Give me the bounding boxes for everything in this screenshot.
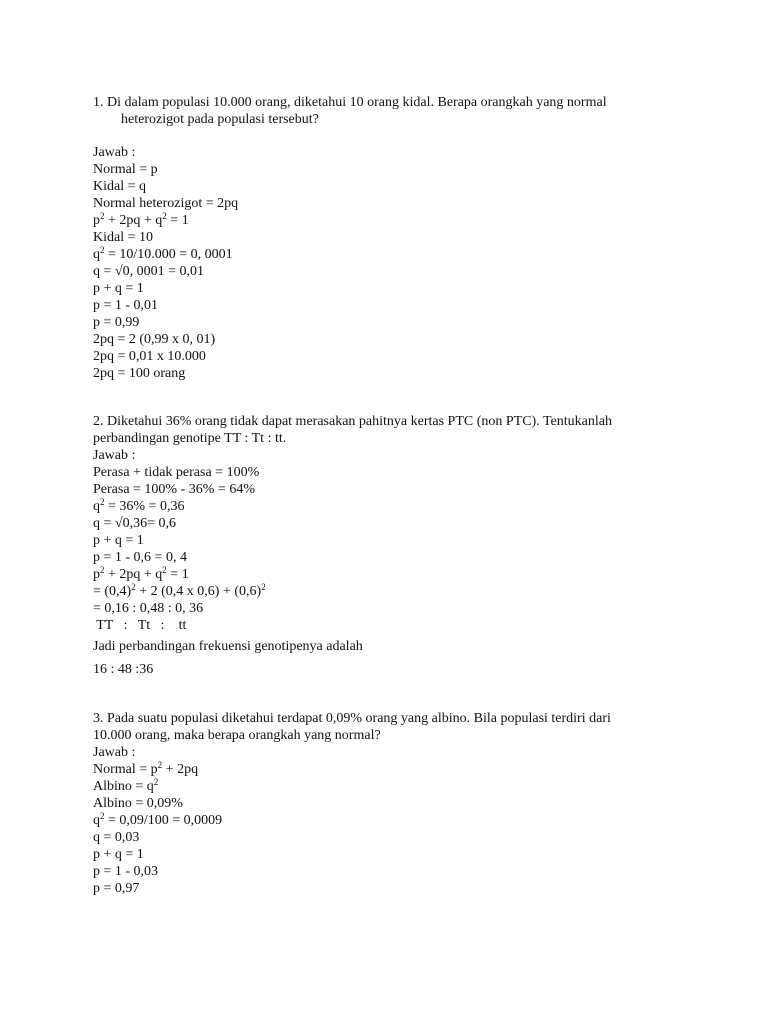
q1-line-normal-heterozigot: Normal heterozigot = 2pq bbox=[93, 196, 239, 211]
q1-answer-label: Jawab : bbox=[93, 145, 136, 160]
q2-line-5: p + q = 1 bbox=[93, 533, 144, 548]
q1-question-line-2: heterozigot pada populasi tersebut? bbox=[121, 112, 319, 127]
q2-result: 16 : 48 :36 bbox=[93, 662, 154, 677]
q2-line-8: = $(0,4)^2 + 2$ (0,4 x $0,6) + (0,6)^2$ bbox=[93, 582, 266, 599]
q1-line-hardy-weinberg: $p^2 + 2pq + q^2 = 1$ bbox=[93, 211, 189, 228]
q1-line-p-value: p = 0,99 bbox=[93, 315, 140, 330]
q3-line-5: q = 0,03 bbox=[93, 830, 140, 845]
q2-line-4: q = √0,36= 0,6 bbox=[93, 516, 176, 531]
q1-question-line-1: 1. Di dalam populasi 10.000 orang, diketahui 10 orang kidal. Berapa orangkah yang normal bbox=[93, 95, 607, 110]
q1-line-p-plus-q: p + q = 1 bbox=[93, 281, 144, 296]
q3-line-2: Albino = $q^2$ bbox=[93, 777, 159, 794]
q2-line-9: = 0,16 : 0,48 : 0, 36 bbox=[93, 601, 204, 616]
q2-line-1: Perasa + tidak perasa = 100% bbox=[93, 465, 260, 480]
q1-line-normal: Normal = p bbox=[93, 162, 158, 177]
q2-line-3: $q^2 = 36\% = 0,36$ bbox=[93, 497, 185, 514]
q1-line-kidal-10: Kidal = 10 bbox=[93, 230, 153, 245]
q3-line-4: $q^2 = 0,09/100 = 0,0009$ bbox=[93, 811, 223, 828]
q3-line-7: p = 1 - 0,03 bbox=[93, 864, 159, 879]
q3-question-line-1: 3. Pada suatu populasi diketahui terdapat 0,09% orang yang albino. Bila populasi terdiri dari bbox=[93, 711, 611, 726]
q2-line-2: Perasa = 100% - 36% = 64% bbox=[93, 482, 255, 497]
q2-answer-label: Jawab : bbox=[93, 448, 136, 463]
q3-line-8: p = 0,97 bbox=[93, 881, 140, 896]
q1-line-2pq-result: 2pq = 100 orang bbox=[93, 366, 186, 381]
q1-line-q-squared: $q^2 = 10/10.000 = 0$, 0001 bbox=[93, 245, 233, 262]
q2-conclusion: Jadi perbandingan frekuensi genotipenya adalah bbox=[93, 639, 363, 654]
q2-line-6: p = 1 - 0,6 = 0, 4 bbox=[93, 550, 187, 565]
q2-question-line-2: perbandingan genotipe TT : Tt : tt. bbox=[93, 431, 287, 446]
q3-line-6: p + q = 1 bbox=[93, 847, 144, 862]
q3-question-line-2: 10.000 orang, maka berapa orangkah yang normal? bbox=[93, 728, 381, 743]
q2-question-line-1: 2. Diketahui 36% orang tidak dapat merasakan pahitnya kertas PTC (non PTC). Tentukanlah bbox=[93, 414, 612, 429]
q1-line-q: q = √0, 0001 = 0,01 bbox=[93, 264, 204, 279]
q1-line-2pq-formula: 2pq = 2 (0,99 x 0, 01) bbox=[93, 332, 216, 347]
q1-line-kidal: Kidal = q bbox=[93, 179, 146, 194]
q1-line-2pq-calc: 2pq = 0,01 x 10.000 bbox=[93, 349, 206, 364]
q1-line-p-calc: p = 1 - 0,01 bbox=[93, 298, 159, 313]
q3-line-3: Albino = 0,09% bbox=[93, 796, 183, 811]
q3-answer-label: Jawab : bbox=[93, 745, 136, 760]
q2-line-7: $p^2 + 2pq + q^2 = 1$ bbox=[93, 565, 189, 582]
q2-line-genotype-labels: TT : Tt : tt bbox=[93, 618, 187, 633]
q3-line-1: Normal = $p^2 + 2pq$ bbox=[93, 760, 199, 777]
